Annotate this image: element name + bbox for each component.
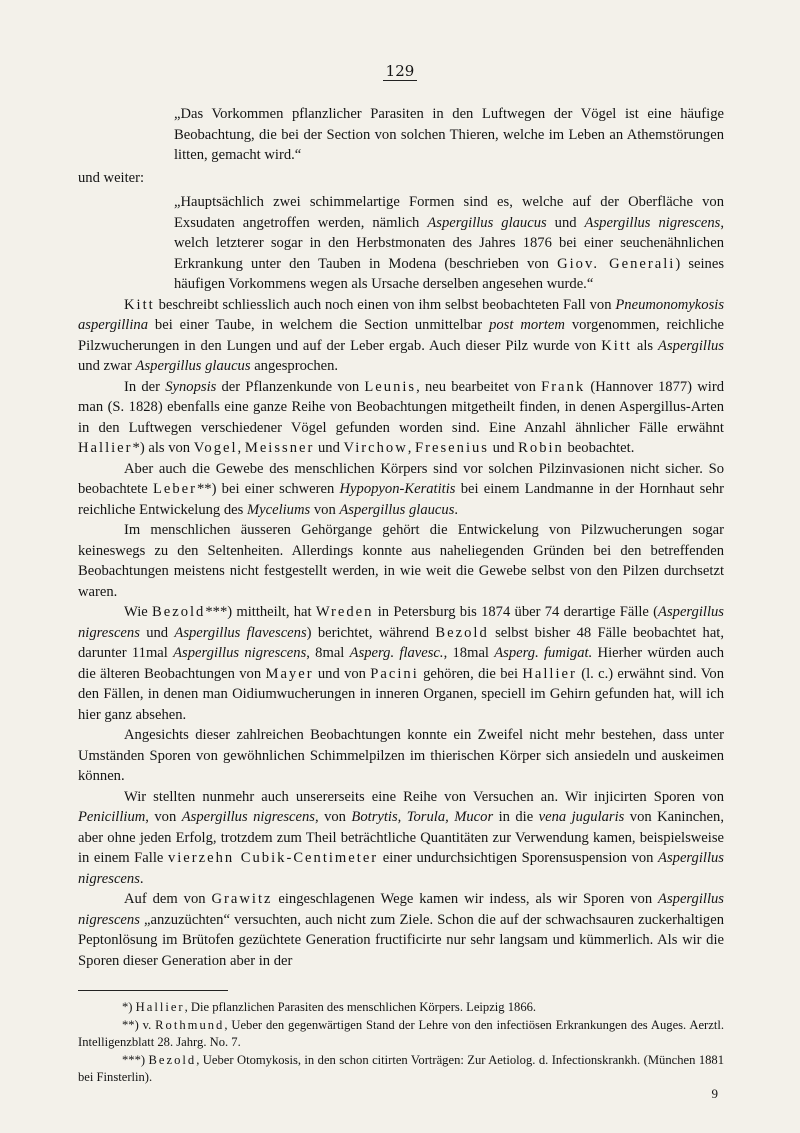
footnote-2: **) v. Rothmund, Ueber den gegenwärtigen Stand der Lehre von den infectiösen Erkrankungen des Auges. Aerztl. Intelligenzblatt 28. Jahrg. No. 7. [78, 1017, 724, 1049]
paragraph-grawitz: Auf dem von Grawitz eingeschlagenen Wege kamen wir indess, als wir Sporen von Aspergillus nigrescens „anzuzüchten“ versuchten, auch nicht zum Ziele. Schon die auf der schwachsauren zuckerhaltigen Peptonlösung im Brütofen gezüchtete Generation fructificirte nur sehr langsam und kümmerlich. Als wir die Sporen dieser Generation aber in der [78, 891, 724, 969]
footnote-1: *) Hallier, Die pflanzlichen Parasiten des menschlichen Körpers. Leipzig 1866. [122, 1000, 537, 1014]
quote-paragraph-2: „Hauptsächlich zwei schimmelartige Formen sind es, welche auf der Oberfläche von Exsudaten angetroffen werden, nämlich Aspergillus glaucus und Aspergillus nigrescens, welch letzterer sogar in den Herbstmonaten des Jahres 1876 bei einer seuchenähnlichen Erkrankung unter den Tauben in Modena (beschrieben von Giov. Generali) seines häufigen Vorkommens wegen als Ursache derselben angesehen wurde.“ [174, 194, 725, 292]
paragraph-synopsis: In der Synopsis der Pflanzenkunde von Leunis, neu bearbeitet von Frank (Hannover 1877) wird man (S. 1828) ebenfalls eine ganze Reihe von Beobachtungen mitgetheilt finden, in denen Aspergillus-Arten in den Luftwegen verschiedener Vögel gefunden worden sind. Eine Anzahl ähnlicher Fälle erwähnt Hallier*) als von Vogel, Meissner und Virchow, Fresenius und Robin beobachtet. [78, 378, 725, 456]
paragraph-versuche: Wir stellten nunmehr auch unsererseits eine Reihe von Versuchen an. Wir injicirten Sporen von Penicillium, von Aspergillus nigrescens, von Botrytis, Torula, Mucor in die vena jugularis von Kaninchen, aber ohne jeden Erfolg, trotzdem zum Theil beträchtliche Quantitäten zur Verwendung kamen, beispielsweise in einem Falle vierzehn Cubik-Centimeter einer undurchsichtigen Sporensuspension von Aspergillus nigrescens. [78, 788, 724, 887]
signature-mark: 9 [711, 1086, 718, 1101]
paragraph-gehoergang: Im menschlichen äusseren Gehörgange gehört die Entwickelung von Pilzwucherungen sogar keineswegs zu den Seltenheiten. Allerdings konnte aus naheliegenden Gründen bei den betreffenden Beobachtungen meistens nicht festgestellt werden, in wie weit die Gewebe selbst von den Pilzen durchsetzt waren. [78, 522, 724, 600]
footnotes [78, 990, 724, 1087]
paragraph-leber: Aber auch die Gewebe des menschlichen Körpers sind vor solchen Pilzinvasionen nicht sicher. So beobachtete Leber**) bei einer schweren Hypopyon-Keratitis bei einem Landmanne in der Hornhaut sehr reichliche Entwickelung des Myceliums von Aspergillus glaucus. [78, 460, 724, 518]
paragraph-bezold: Wie Bezold***) mittheilt, hat Wreden in Petersburg bis 1874 über 74 derartige Fälle (Aspergillus nigrescens und Aspergillus flavescens) berichtet, während Bezold selbst bisher 48 Fälle beobachtet hat, darunter 11mal Aspergillus nigrescens, 8mal Asperg. flavesc., 18mal Asperg. fumigat. Hierher würden auch die älteren Beobachtungen von Mayer und von Pacini gehören, die bei Hallier (l. c.) erwähnt sind. Von den Fällen, in denen man Oidiumwucherungen in inneren Organen, speciell im Gehirn gefunden hat, will ich hier ganz absehen. [78, 604, 725, 723]
body-text [78, 104, 724, 971]
und-weiter-label: und weiter: [78, 169, 145, 186]
page-number: 129 [0, 62, 800, 80]
paragraph-angesichts: Angesichts dieser zahlreichen Beobachtungen konnte ein Zweifel nicht mehr bestehen, dass unter Umständen Sporen von gewöhnlichen Schimmelpilzen im thierischen Körper sich ansiedeln und auskeimen können. [78, 727, 724, 784]
paragraph-kitt: Kitt beschreibt schliesslich auch noch einen von ihm selbst beobachteten Fall von Pneumonomykosis aspergillina bei einer Taube, in welchem die Section unmittelbar post mortem vorgenommen, reichliche Pilzwucherungen in den Lungen und auf der Leber ergab. Auch dieser Pilz wurde von Kitt als Aspergillus und zwar Aspergillus glaucus angesprochen. [78, 296, 724, 374]
footnote-rule [78, 990, 228, 991]
quote-paragraph-1: „Das Vorkommen pflanzlicher Parasiten in den Luftwegen der Vögel ist eine häufige Beobachtung, die bei der Section von solchen Thieren, welche im Leben an Athemstörungen litten, gemacht wird.“ [174, 106, 724, 163]
footnote-3: ***) Bezold, Ueber Otomykosis, in den schon citirten Vorträgen: Zur Aetiolog. d. Infectionskrankh. (München 1881 bei Finsterlin). [78, 1052, 725, 1084]
